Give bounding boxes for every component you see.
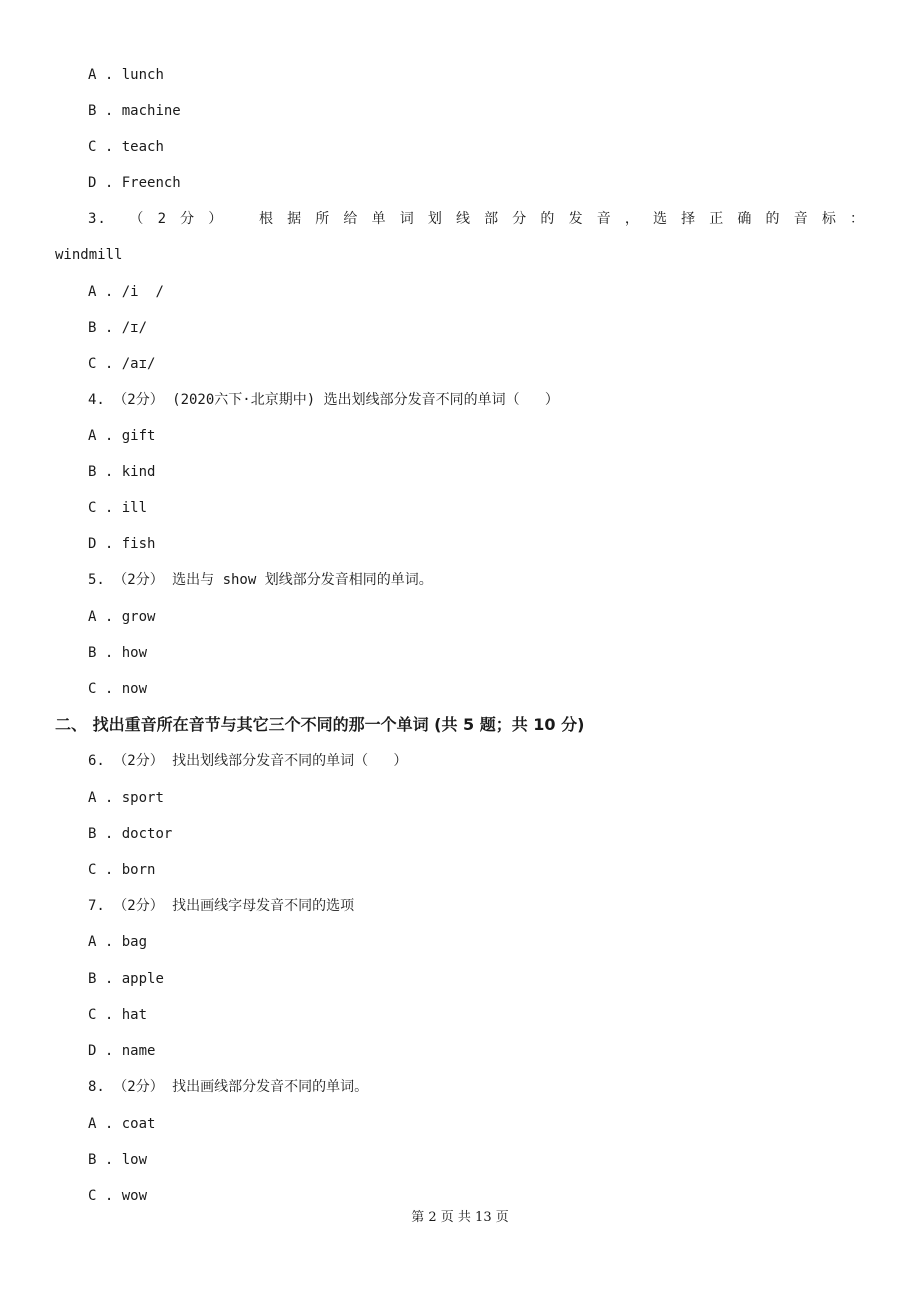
- option: B . low: [88, 1152, 148, 1168]
- option: A . coat: [88, 1116, 156, 1132]
- option: A . gift: [88, 428, 156, 444]
- option: C . /aɪ/: [88, 356, 156, 372]
- question-stem: 6. （2分） 找出划线部分发音不同的单词（ ）: [88, 753, 408, 769]
- page-footer: 第 2 页 共 13 页: [411, 1210, 509, 1225]
- option: B . doctor: [88, 826, 173, 842]
- option: A . sport: [88, 790, 164, 806]
- option: A . grow: [88, 609, 156, 625]
- option: C . ill: [88, 500, 148, 516]
- option: C . born: [88, 862, 156, 878]
- option: B . kind: [88, 464, 156, 480]
- option: B . machine: [88, 103, 181, 119]
- option: A . bag: [88, 934, 148, 950]
- section-title: 二、 找出重音所在音节与其它三个不同的那一个单词 (共 5 题；共 10 分): [55, 715, 585, 734]
- option: A . /i /: [88, 284, 164, 300]
- question-stem: 7. （2分） 找出画线字母发音不同的选项: [88, 898, 355, 914]
- option: C . wow: [88, 1188, 148, 1204]
- question-stem: 3. （2分） 根据所给单词划线部分的发音，选择正确的音标：: [88, 211, 865, 227]
- question-stem: 5. （2分） 选出与 show 划线部分发音相同的单词。: [88, 572, 433, 588]
- option: C . hat: [88, 1007, 148, 1023]
- question-stem: 4. （2分） (2020六下·北京期中) 选出划线部分发音不同的单词（ ）: [88, 392, 559, 408]
- question-stem: 8. （2分） 找出画线部分发音不同的单词。: [88, 1079, 369, 1095]
- question-word: windmill: [55, 247, 123, 263]
- option: A . lunch: [88, 67, 164, 83]
- option: B . how: [88, 645, 148, 661]
- option: B . /ɪ/: [88, 320, 148, 336]
- option: D . name: [88, 1043, 156, 1059]
- option: C . now: [88, 681, 148, 697]
- option: C . teach: [88, 139, 164, 155]
- option: D . Freench: [88, 175, 181, 191]
- option: D . fish: [88, 536, 156, 552]
- option: B . apple: [88, 971, 164, 987]
